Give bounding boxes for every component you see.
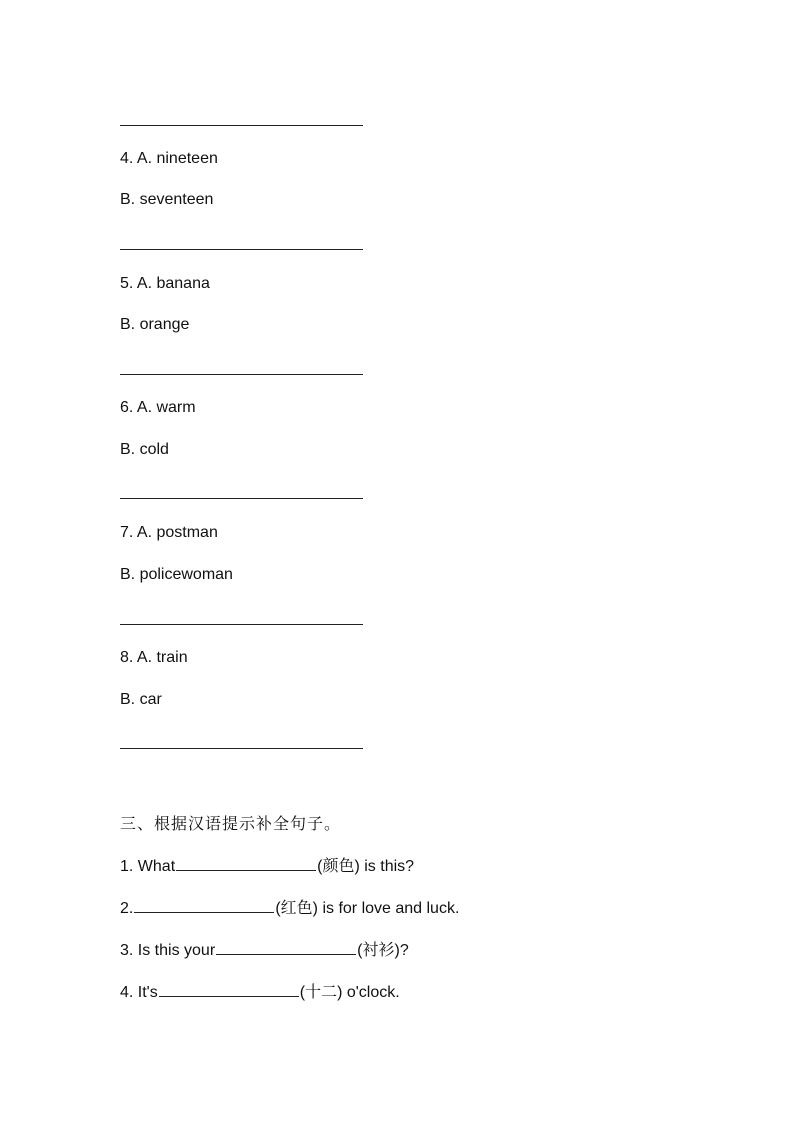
sentence-end: (衬衫)? xyxy=(357,942,409,959)
choice-option-b: B. seventeen xyxy=(120,191,214,208)
sentence-start: 4. It's xyxy=(120,984,158,1001)
fill-blank[interactable] xyxy=(159,982,299,997)
choice-option-a: 8. A. train xyxy=(120,649,188,666)
sentence-end: (十二) o'clock. xyxy=(299,984,400,1001)
choice-option-b: B. cold xyxy=(120,441,169,458)
answer-line xyxy=(120,498,363,499)
choice-option-a: 7. A. postman xyxy=(120,524,218,541)
fill-blank[interactable] xyxy=(134,898,274,913)
sentence-start: 2. xyxy=(120,900,134,917)
choice-option-a: 5. A. banana xyxy=(120,275,210,292)
answer-line xyxy=(120,374,363,375)
choice-option-b: B. orange xyxy=(120,316,190,333)
fill-sentence xyxy=(120,982,400,1003)
choice-option-a: 4. A. nineteen xyxy=(120,150,218,167)
sentence-end: (颜色) is this? xyxy=(317,858,415,875)
fill-sentence xyxy=(120,856,414,877)
answer-line xyxy=(120,748,363,749)
fill-sentence xyxy=(120,898,459,919)
answer-line xyxy=(120,624,363,625)
choice-option-a: 6. A. warm xyxy=(120,399,196,416)
sentence-start: 1. What xyxy=(120,858,176,875)
fill-sentence xyxy=(120,940,409,961)
choice-option-b: B. car xyxy=(120,691,162,708)
choice-option-b: B. policewoman xyxy=(120,566,233,583)
section-heading: 三、根据汉语提示补全句子。 xyxy=(120,816,342,833)
answer-line xyxy=(120,249,363,250)
sentence-end: (红色) is for love and luck. xyxy=(275,900,460,917)
sentence-start: 3. Is this your xyxy=(120,942,216,959)
fill-blank[interactable] xyxy=(176,856,316,871)
fill-blank[interactable] xyxy=(216,940,356,955)
answer-line xyxy=(120,125,363,126)
